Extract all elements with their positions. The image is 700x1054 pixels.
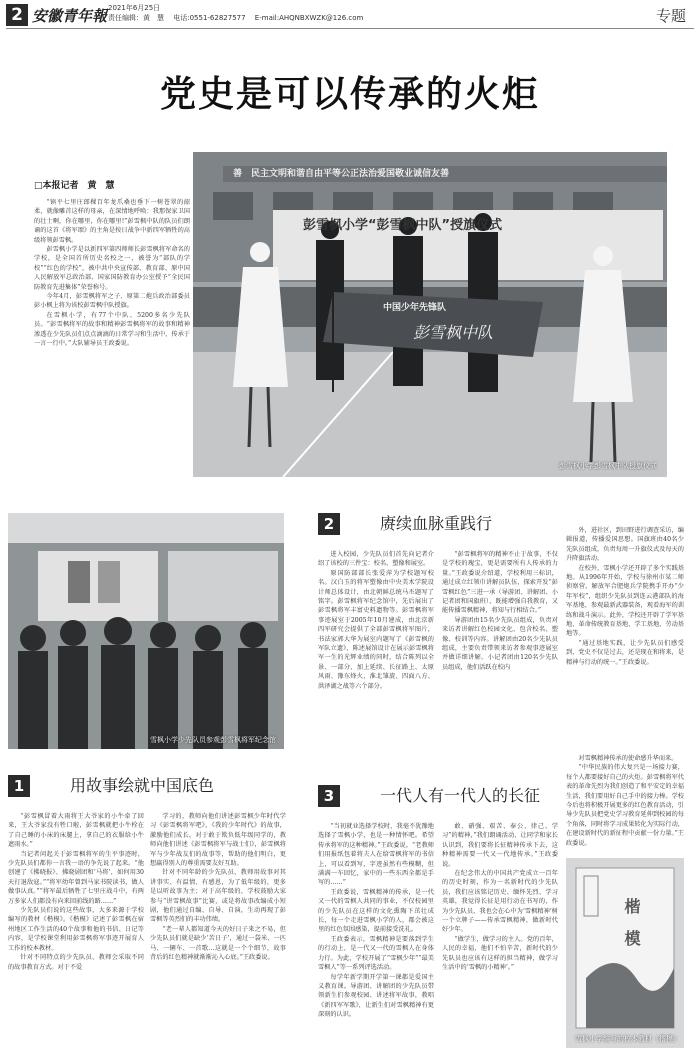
phone: 电话:0551-62827577 bbox=[173, 14, 246, 22]
section-2-column bbox=[442, 550, 558, 750]
section-1-header bbox=[8, 775, 214, 797]
section-3-column bbox=[566, 754, 684, 858]
paragraph: 敢、硝强、艰苦、奉公、律己、学习”的精神，”我们朗诵活动，让同学和家长认识到，我们要将长征精神传承下去，这种精神需要一代又一代地传承。”王政委说。 bbox=[442, 823, 558, 868]
issue-date: 2021年6月25日 bbox=[108, 4, 161, 12]
paragraph: “当初就业选择学校时，我毫不犹豫地选择了雪枫小学，也是一种情怀吧。希望传承将军的这种精神。”王政委说。“老教师们用报纸包着将夫人在给雪枫将军的书信上，可以看到写，字迹虽然有些模糊，但满满一车回忆，家中的一些东西全都是手写的……” bbox=[318, 823, 434, 887]
section-number: 3 bbox=[318, 785, 340, 807]
section-1-column bbox=[150, 812, 286, 1048]
paragraph: “通过基地实践，让少先队员们感受到，党史不仅是过去，还是现在和将来，是精神与行动的统一。”王政委说。 bbox=[566, 639, 684, 666]
paragraph: 外，进社区，到田野进行调查采访，编辑报道，传播爱国思想。国旗班由40名少先队员组成，负责每周一升旗仪式及每天的升降旗活动。 bbox=[566, 527, 684, 563]
book-caption: 雪枫小学编写的校本教材《楷模》 bbox=[575, 1035, 680, 1043]
main-photo bbox=[193, 152, 667, 477]
section-1-column bbox=[8, 812, 144, 1048]
paragraph: 针对不同年龄的少先队员，教师用故事对其讲事实、有温情、有感恩，为了低年级的，更多是以听故事为主；对于高年级的，学校鼓励大家参与“讲雪枫故事”比赛，或是将故事改编成小短剧，他们通过自编、自导、自演，生动再现了彭雪枫等英烈们的丰功伟绩。 bbox=[150, 869, 286, 924]
page-meta bbox=[108, 3, 363, 23]
paragraph: 进入校园，少先队员们首先向记者介绍了该校的三件宝：校名、塑像和展室。 bbox=[318, 551, 434, 568]
intro-text bbox=[34, 198, 190, 498]
paragraph: 对雪枫精神传承的使命感升华而来。 bbox=[578, 755, 678, 762]
paragraph: 针对不同特点的少先队员，教师会采取不同的故事教育方式。对于不爱 bbox=[8, 954, 144, 971]
book-title: 楷 模 bbox=[622, 898, 641, 946]
section-title: 赓续血脉重践行 bbox=[380, 514, 493, 533]
main-photo-caption: 彭雪枫小学彭雪枫中队授旗仪式 bbox=[559, 462, 657, 470]
section-3-column bbox=[318, 822, 434, 1048]
page-headline: 党史是可以传承的火炬 bbox=[159, 73, 540, 115]
section-3-header bbox=[318, 785, 540, 807]
paragraph: 在纪念伟大的中国共产党成立一百年的历史时刻，作为一名新时代的少先队员，我们应该铭记历史、缅怀先烈、学习英雄，我觉得长征是用行动在书写的，作为少先队员，我也会在心中为‘雪枫精神’树一个立牌子——传承雪枫精神，做新时代好少年。 bbox=[442, 870, 558, 934]
paragraph: 当记者问起关于彭雪枫将军的生平事迹时，少先队员们都你一言我一语的争先说了起来。“他创建了《拂晓报》、拂晓剧团和‘马将’，如何用30天打退敌寇。”“将军幼年曾到马家书院读书，做人做事认真。”“将军最后牺牲了七里庄战斗中，有两万多家人们都没有向来回前线的路……” bbox=[8, 850, 144, 905]
ceremony-illustration bbox=[193, 152, 667, 477]
page-number: 2 bbox=[6, 4, 28, 26]
paragraph: 导游团由15名少先队员组成，负责对来访者讲解红色校园文化、包含校名、塑像、校训等内容。讲解团由20名少先队员组成，主要负责带领来访者参观事迹展室并做详细讲解。小记者团由120名少先队员组成，他们活跃在校内 bbox=[442, 616, 558, 671]
paragraph: 每学年新学期开学第一课都是爱国主义教育课。导游团、讲解团的少先队员带领新生们参观校园、讲述将军故事，教唱《新四军军歌》，让新生们对雪枫精神有更深刻的认识。 bbox=[318, 973, 434, 1019]
museum-photo-caption: 雪枫小学少先队员参观彭雪枫将军纪念馆 bbox=[150, 736, 276, 744]
paragraph: “做学生，做学习的主人。党的百年，人民的幸福，他们不怕辛苦，新时代的少先队员也应该有这样的担当精神，做学习生活中的‘雪枫的小精神’。” bbox=[442, 935, 558, 972]
paragraph: 学习的，教师向他们讲述彭雪枫少年时代学习《彭雪枫将军吧》，《我的少年时代》的故事，激励他们成长。对于敢于欺负低年级同学的，教师向他们讲述《彭雪枫将军与战士们》，彭雪枫将军与少年战友们的故事等，帮助的他们明白，更想赢得别人的尊重需要友好互助。 bbox=[150, 813, 286, 868]
paragraph: “中华民族的伟大复兴是一场接力赛，每个人都要接好自己的火炬。彭雪枫将军代表的革命先烈为我们创造了和平安定的幸福生活，我们要用好自己手中的接力棒。学校今后也将积极开展更多的红色教育活动，引导少先队员把党史学习教育延伸到校园的每个角落，同时将学习成果转化为实际行动，在建设新时代的新征程中贡献一份力量。”王政委说。 bbox=[566, 764, 684, 847]
section-number: 2 bbox=[318, 513, 340, 535]
paragraph: 少先队员们说的这些故事，大多来源于学校编写的教材《楷模》。《楷模》记述了彭雪枫在宿州地区工作生活的40个故事和他的书信、日记等内容，是学校课堂利用彭雪枫将军事迹开展育人工作的校本教材。 bbox=[8, 907, 144, 952]
paragraph: “老一辈人都知道今天的好日子来之不易，但少先队员们就是缺少‘苦日子’，通过一袋米、一匹马、一辆车、一首歌…这就是一个个细节，故事背后的红色精神就渐渐沁入心底。”王政委说。 bbox=[150, 925, 286, 962]
museum-photo bbox=[8, 513, 284, 749]
banner-text: 彭雪枫小学“彭雪枫中队”授旗仪式 bbox=[303, 218, 503, 233]
section-title: 用故事绘就中国底色 bbox=[70, 776, 215, 795]
book-photo bbox=[566, 858, 684, 1048]
section-2-header bbox=[318, 513, 492, 535]
byline: □本报记者 黄 慧 bbox=[34, 181, 115, 191]
book-illustration bbox=[566, 858, 684, 1048]
section-2-column bbox=[318, 550, 434, 750]
intro-paragraph: 在雪枫小学，有77个中队、5200多名少先队员。“彭雪枫将军的故事和精神彭雪枫将军的故事和精神渗透在少先队员们点点滴滴的日常学习和生活中，传承于一言一行中。”大队辅导员王政委说。 bbox=[34, 311, 190, 348]
newspaper-name: 安徽青年報 bbox=[32, 7, 108, 25]
flag-org: 中国少年先锋队 bbox=[383, 303, 447, 313]
flag-name: 彭雪枫中队 bbox=[413, 323, 494, 342]
paragraph: 原国防部部长张爱萍为学校题写校名。汉白玉的将军塑像由中央美术学院设计师总体设计，由北朝鲜总统马丕题写了铭字。彭雪枫将军纪念馆中，先后展出了彭雪枫将军丰富史料遗物等。彭雪枫将军事迹展室于2005年10月建成，由北京新四军研究会提供了全部彭雪枫将军图片，书法家郭大华为展室内题写了《彭雪枫的军队立遗》，陈述展馆设计在展示彭雪枫将军一生的光辉业绩的同时，结合陈列以全景、一部分、加上延续、长征路上、太原风雨、豫东烽火、淮北雏旋、四面八方、洪泽湖之战等六个部分。 bbox=[318, 569, 434, 690]
email: E-mail:AHQNBXWZK@126.com bbox=[254, 14, 364, 22]
section-2-column bbox=[566, 526, 684, 750]
editor: 责任编辑：黄 慧 bbox=[108, 14, 164, 22]
intro-paragraph: 今年4月，彭雪枫将军之子、原第二炮兵政治部委员彭小枫上将为该校彭雪枫中队授旗。 bbox=[34, 293, 190, 310]
header-rule bbox=[6, 28, 694, 29]
section-3-column bbox=[442, 822, 558, 1048]
school-slogan: 善 民主文明和谐自由平等公正法治爱国敬业诚信友善 bbox=[233, 169, 450, 179]
museum-illustration bbox=[8, 513, 284, 749]
paragraph: “彭雪枫将军的精神不止于故事，不仅是学校的瑰宝，更是需要所有人传承的力量。”王政委说介绍道，学校利用三标识，通过成立红领巾讲解员队伍，探索开发“彭雪枫红色”三进一承（导游团、讲解团、小记者团和国旗班），既能增强自我教育，又能传播雪枫精神，将知与行相结合。” bbox=[442, 551, 558, 615]
section-number: 1 bbox=[8, 775, 30, 797]
editor-contact bbox=[108, 13, 363, 23]
paragraph: “彭雪枫冒着大雨将王大爷家的小牛牵了回来，王大爷家没有牲口啦，彭雪枫就把小牛栓在了自己睡的小床的床腿上，拿自己的衣服给小牛遮雨水。” bbox=[8, 813, 144, 849]
paragraph: 在校外，雪枫小学还开辟了多个实践基地。从1996年开始，学校与徐州市某二师侦察营，解放军合肥炮兵学院携手开办“少年军校”，组织少先队员到连云港部队的海军基地、参观最新武器装备，观看海军的训练和战斗演示。此外，学校还开辟了学军基地、革命传统教育基地、学工基地、劳动基地等。 bbox=[566, 564, 684, 638]
paragraph: 王政委说，雪枫精神的传承，是一代又一代的雪枫人共同的事业，不仅校园里的少先队员在这样的文化熏陶下茁壮成长，每一个走进雪枫小学的人，都会被这里的红色氛围感染，提前接受洗礼。 bbox=[318, 888, 434, 934]
section-label: 专题 bbox=[655, 7, 686, 25]
section-title: 一代人有一代人的长征 bbox=[380, 786, 541, 805]
paragraph: 王政委表示，雪枫精神是要落到学生的行动上，是一代又一代的雪枫人在身体力行。为此，学校开展了“雪枫少年”“最美雪枫人”等一系列评选活动。 bbox=[318, 935, 434, 972]
intro-paragraph: 彭雪枫小学是以新四军第四师师长彭雪枫将军命名的学校，是全国首所历史名校之一，被誉为“部队的学校”“红色的学校”，被中共中央宣传部、教育部、原中国人民解放军总政治部、国家国防教育办公室授予“全民国防教育先进集体”荣誉称号。 bbox=[34, 246, 190, 291]
intro-paragraph: “镇平七里庄郎棵百年龙爪桑也垂下一树苍翠的韶柔，就像雕首这样的母亲，在深情地呼唤：我那保家卫国的壮士啊，你在哪里，你在哪里!”彭雪枫中队的队员们朗诵的这首《将军颂》的主角是按日战争中新四军牺牲的高级将领彭雪枫。 bbox=[34, 199, 190, 244]
